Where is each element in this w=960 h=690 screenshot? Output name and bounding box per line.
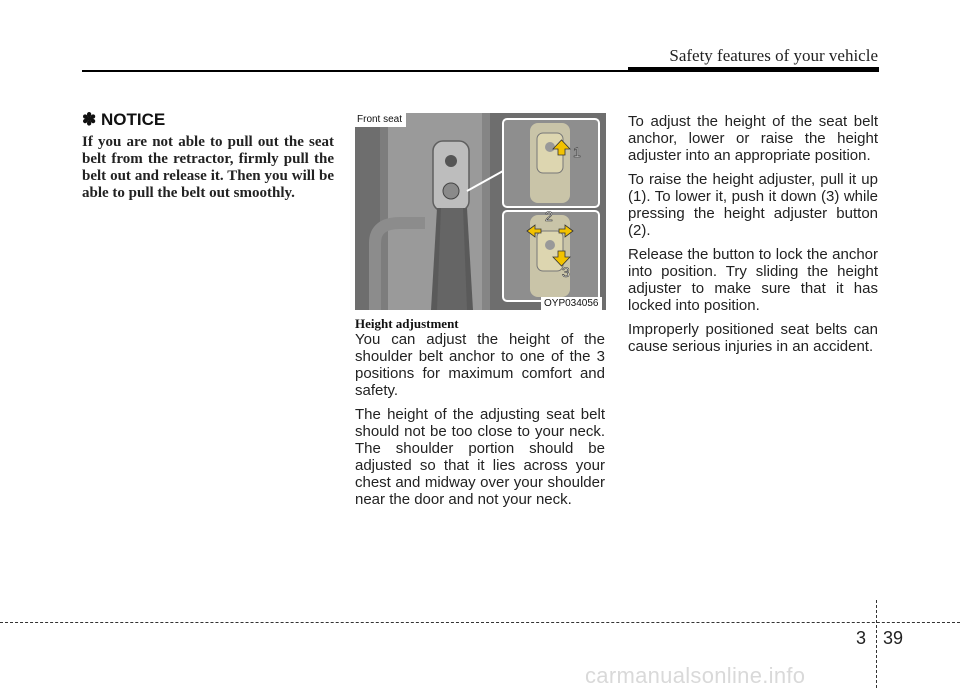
callout-2: 2 (545, 208, 553, 224)
notice-title: ✽ NOTICE (82, 110, 166, 129)
figure-code: OYP034056 (541, 297, 602, 310)
seat-belt-height-adjuster-illustration (355, 113, 606, 310)
figure-label: Front seat (355, 113, 406, 127)
watermark: carmanualsonline.info (585, 663, 806, 688)
right-column-text (628, 113, 878, 362)
page-number: 39 (883, 628, 904, 648)
page-header-title: Safety features of your vehicle (669, 46, 878, 65)
paragraph: To adjust the height of the seat belt anchor, lower or raise the height adjuster into an appropriate position. (628, 113, 878, 164)
paragraph: The height of the adjusting seat belt should not be too close to your neck. The shoulder portion should be adjusted so that it lies across your chest and midway over your shoulder near the door and not your neck. (355, 406, 605, 508)
paragraph: Release the button to lock the anchor into position. Try sliding the height adjuster to make sure that it has locked into position. (628, 246, 878, 314)
paragraph: You can adjust the height of the shoulder belt anchor to one of the 3 positions for maximum comfort and safety. (355, 331, 605, 399)
paragraph: Improperly positioned seat belts can cause serious injuries in an accident. (628, 321, 878, 355)
notice-body: If you are not able to pull out the seat belt from the retractor, firmly pull the belt out and release it. Then you will be able to pull the belt out smoothly. (82, 134, 334, 201)
footer-divider (876, 600, 877, 688)
middle-column-text (355, 331, 605, 515)
illustration-svg (355, 113, 606, 310)
callout-3: 3 (562, 264, 570, 280)
callout-1: 1 (573, 144, 581, 160)
chapter-number: 3 (856, 628, 867, 648)
paragraph: To raise the height adjuster, pull it up (1). To lower it, push it down (3) while pressing the height adjuster button (2). (628, 171, 878, 239)
section-caption: Height adjustment (355, 316, 459, 331)
header-rule-accent (628, 67, 879, 72)
footer-rule (0, 622, 960, 623)
